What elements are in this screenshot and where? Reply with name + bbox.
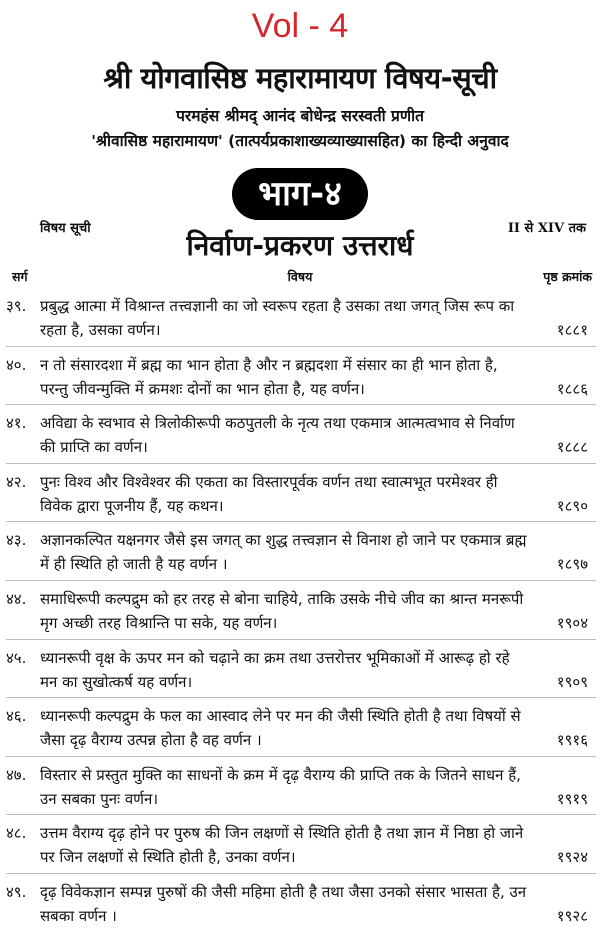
list-item	[6, 347, 596, 406]
chapter-number: ४४.	[6, 589, 27, 608]
page-number: १८९०	[556, 496, 588, 515]
contents-list	[6, 288, 596, 933]
column-header-sarg: सर्ग	[12, 269, 28, 284]
list-item	[6, 405, 596, 464]
chapter-number: ४९.	[6, 882, 27, 901]
chapter-number: ४३.	[6, 531, 27, 550]
page-number: १८९७	[556, 555, 588, 574]
page-number: १९२४	[556, 848, 588, 867]
chapter-number: ४७.	[6, 765, 27, 784]
page-number: १९०९	[556, 672, 588, 691]
chapter-number: ४५.	[6, 648, 27, 667]
volume-label: Vol - 4	[251, 7, 349, 45]
chapter-number: ४६.	[6, 707, 27, 726]
author-line: परमहंस श्रीमद् आनंद बोधेन्द्र सरस्वती प्रणीत	[176, 107, 424, 125]
list-item	[6, 640, 596, 699]
chapter-number: ४८.	[6, 824, 27, 843]
chapter-subject: दृढ़ विवेकज्ञान सम्पन्न पुरुषों की जैसी महिमा होती है तथा जैसा उनको संसार भासता है, उन सबका वर्णन ।	[40, 882, 527, 925]
chapter-number: ४१.	[6, 414, 27, 433]
list-item	[6, 464, 596, 523]
chapter-number: ३९.	[6, 297, 27, 315]
page-number: १८८१	[556, 321, 588, 339]
page-number: १८८८	[556, 438, 588, 457]
list-item	[6, 815, 596, 874]
list-item	[6, 757, 596, 816]
chapter-subject: न तो संसारदशा में ब्रह्म का भान होता है और न ब्रह्मदशा में संसार का ही भान होता है, परन्तु जीवन्मुक्ति में क्रमशः दोनों का भान होता है, यह वर्णन।	[40, 355, 498, 398]
column-header-page: पृष्ठ क्रमांक	[543, 269, 592, 284]
list-item	[6, 522, 596, 581]
page-number: १९१९	[556, 789, 588, 808]
section-title: निर्वाण-प्रकरण उत्तरार्ध	[186, 229, 414, 262]
column-header-vishay: विषय	[287, 269, 313, 284]
chapter-subject: प्रबुद्ध आत्मा में विश्रान्त तत्त्वज्ञानी का जो स्वरूप रहता है उसका तथा जगत् जिस रूप का रहता है, उसका वर्णन।	[40, 297, 515, 339]
page-number: १९१६	[556, 731, 588, 750]
chapter-subject: समाधिरूपी कल्पद्रुम को हर तरह से बोना चाहिये, ताकि उसके नीचे जीव का श्रान्त मनरूपी मृग अच्छी तरह विश्रान्ति पा सके, यह वर्णन।	[40, 589, 524, 632]
translation-line: 'श्रीवासिष्ठ महारामायण' (तात्पर्यप्रकाशाख्यव्याख्यासहित) का हिन्दी अनुवाद	[91, 132, 509, 150]
chapter-subject: अविद्या के स्वभाव से त्रिलोकीरूपी कठपुतली के नृत्य तथा एकमात्र आत्मत्वभाव से निर्वाण की प्राप्ति का वर्णन।	[40, 414, 515, 457]
chapter-range: II से XIV तक	[507, 221, 586, 236]
list-item	[6, 288, 596, 347]
chapter-subject: अज्ञानकल्पित यक्षनगर जैसे इस जगत् का शुद्ध तत्त्वज्ञान से विनाश हो जाने पर एकमात्र ब्रह्म में ही स्थिति हो जाती है यह वर्णन ।	[40, 531, 527, 574]
page-number: १९०४	[556, 613, 588, 632]
page-number: १९२८	[556, 906, 588, 925]
chapter-number: ४०.	[6, 355, 27, 374]
chapter-subject: ध्यानरूपी वृक्ष के ऊपर मन को चढ़ाने का क्रम तथा उत्तरोत्तर भूमिकाओं में आरूढ़ हो रहे मन का सुखोत्कर्ष यह वर्णन।	[40, 648, 510, 691]
list-item	[6, 581, 596, 640]
chapter-number: ४२.	[6, 472, 27, 491]
page-number: १८८६	[556, 379, 588, 398]
chapter-subject: विस्तार से प्रस्तुत मुक्ति का साधनों के क्रम में दृढ़ वैराग्य की प्राप्ति तक के जितने साधन हैं, उन सबका पुनः वर्णन।	[40, 765, 521, 808]
chapter-subject: उत्तम वैराग्य दृढ़ होने पर पुरुष की जिन लक्षणों से स्थिति होती है तथा ज्ञान में निष्ठा हो जाने पर जिन लक्षणों से स्थिति होती है, उनका वर्णन।	[40, 824, 524, 867]
part-badge-wrap	[0, 168, 600, 220]
chapter-subject: ध्यानरूपी कल्पद्रुम के फल का आस्वाद लेने पर मन की जैसी स्थिति होती है तथा विषयों से जैसा दृढ़ वैराग्य उत्पन्न होता है वह वर्णन ।	[40, 707, 521, 750]
part-badge: भाग-४	[232, 168, 368, 220]
chapter-subject: पुनः विश्व और विश्वेश्वर की एकता का विस्तारपूर्वक वर्णन तथा स्वात्मभूत परमेश्वर ही विवेक द्वारा पूजनीय हैं, यह कथन।	[40, 472, 498, 515]
document-title: श्री योगवासिष्ठ महारामायण विषय-सूची	[103, 61, 497, 95]
list-item	[6, 698, 596, 757]
index-label: विषय सूची	[40, 221, 91, 236]
